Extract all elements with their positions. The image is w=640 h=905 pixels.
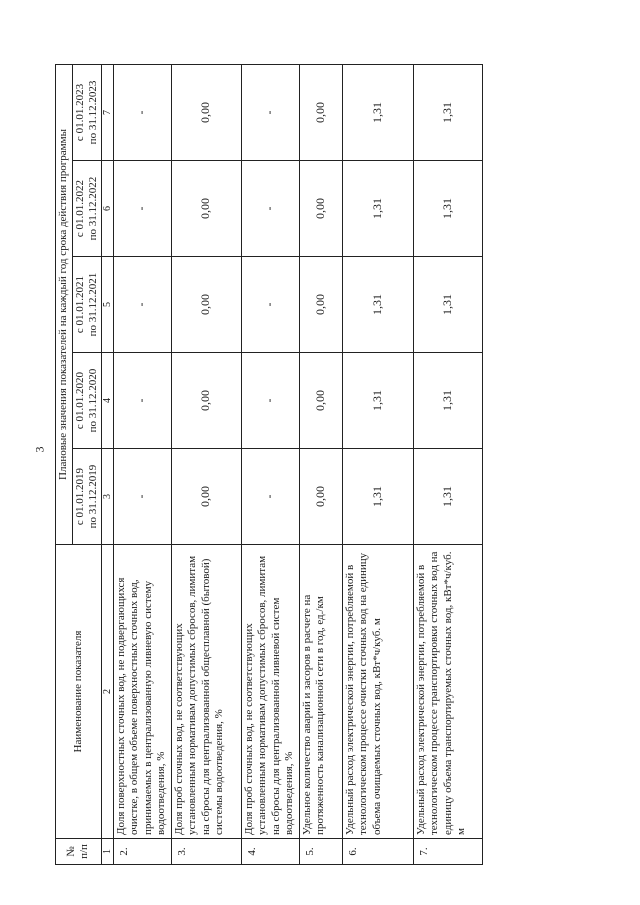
indicator-name: Доля проб сточных вод, не соответствующих установленным нормативам допустимых сбросов, лимитам на сбросы для централизованной ливневой систем водоотведения, % <box>241 545 299 839</box>
rotated-table-container <box>55 65 467 865</box>
value-cell: 0,00 <box>171 161 241 257</box>
index-row <box>101 64 113 864</box>
period-line: по 31.12.2019 <box>86 464 99 529</box>
row-number: 7. <box>413 839 482 865</box>
page-number: 3 <box>32 446 47 453</box>
value-cell: - <box>241 161 299 257</box>
table-row <box>413 64 482 864</box>
table-row <box>299 64 342 864</box>
row-number: 4. <box>241 839 299 865</box>
index-cell: 6 <box>101 161 113 257</box>
header-period-2 <box>72 353 101 449</box>
value-cell: 0,00 <box>171 64 241 160</box>
index-cell: 7 <box>101 64 113 160</box>
header-row-group <box>56 64 73 864</box>
value-cell: - <box>113 161 171 257</box>
value-cell: 0,00 <box>299 161 342 257</box>
value-cell: 0,00 <box>299 64 342 160</box>
header-group: Плановые значения показателей на каждый год срока действия программы <box>56 64 73 544</box>
value-cell: 1,31 <box>342 449 413 545</box>
value-cell: 1,31 <box>342 64 413 160</box>
value-cell: 0,00 <box>299 449 342 545</box>
indicator-name: Доля проб сточных вод, не соответствующих установленным нормативам допустимых сбросов, лимитам на сбросы для централизованной общесплавной (бытовой) системы водоотведения, % <box>171 545 241 839</box>
indicator-name: Удельный расход электрической энергии, потребляемой в технологическом процессе транспортировки сточных вод на единицу объема транспортируемых сточных вод, кВт*ч/куб. м <box>413 545 482 839</box>
header-name: Наименование показателя <box>56 545 102 839</box>
index-cell: 1 <box>101 839 113 865</box>
header-period-5 <box>72 64 101 160</box>
period-line: по 31.12.2022 <box>86 176 99 241</box>
value-cell: 0,00 <box>171 353 241 449</box>
value-cell: 1,31 <box>342 257 413 353</box>
value-cell: - <box>241 449 299 545</box>
value-cell: - <box>241 257 299 353</box>
value-cell: 1,31 <box>413 257 482 353</box>
index-cell: 4 <box>101 353 113 449</box>
table-row <box>342 64 413 864</box>
value-cell: 1,31 <box>342 353 413 449</box>
period-line: с 01.01.2021 <box>73 275 86 334</box>
value-cell: - <box>113 257 171 353</box>
value-cell: - <box>113 64 171 160</box>
indicator-name: Удельное количество аварий и засоров в расчете на протяженность канализационной сети в год, ед./км <box>299 545 342 839</box>
period-line: с 01.01.2020 <box>73 371 86 430</box>
index-cell: 2 <box>101 545 113 839</box>
period-line: по 31.12.2020 <box>86 368 99 433</box>
index-cell: 3 <box>101 449 113 545</box>
table-row <box>241 64 299 864</box>
table-row <box>171 64 241 864</box>
row-number: 3. <box>171 839 241 865</box>
indicators-table <box>55 64 483 865</box>
value-cell: 1,31 <box>413 353 482 449</box>
header-period-4 <box>72 161 101 257</box>
row-number: 2. <box>113 839 171 865</box>
value-cell: 0,00 <box>171 449 241 545</box>
value-cell: - <box>113 449 171 545</box>
value-cell: - <box>113 353 171 449</box>
indicator-name: Доля поверхностных сточных вод, не подвергающихся очистке, в общем объеме поверхностных сточных вод, принимаемых в централизованную ливневую систему водоотведения, % <box>113 545 171 839</box>
period-line: по 31.12.2021 <box>86 272 99 337</box>
value-cell: 0,00 <box>299 257 342 353</box>
value-cell: 1,31 <box>413 449 482 545</box>
indicator-name: Удельный расход электрической энергии, потребляемой в технологическом процессе очистки сточных вод на единицу объема очищаемых сточных вод, кВт*ч/куб. м <box>342 545 413 839</box>
value-cell: 1,31 <box>413 64 482 160</box>
value-cell: 1,31 <box>413 161 482 257</box>
header-num: № п/п <box>56 839 102 865</box>
period-line: с 01.01.2023 <box>73 83 86 142</box>
row-number: 5. <box>299 839 342 865</box>
period-line: по 31.12.2023 <box>86 80 99 145</box>
value-cell: 1,31 <box>342 161 413 257</box>
period-line: с 01.01.2022 <box>73 179 86 238</box>
value-cell: - <box>241 353 299 449</box>
period-line: с 01.01.2019 <box>73 467 86 526</box>
header-period-1 <box>72 449 101 545</box>
header-period-3 <box>72 257 101 353</box>
value-cell: 0,00 <box>171 257 241 353</box>
table-row <box>113 64 171 864</box>
value-cell: - <box>241 64 299 160</box>
value-cell: 0,00 <box>299 353 342 449</box>
index-cell: 5 <box>101 257 113 353</box>
row-number: 6. <box>342 839 413 865</box>
